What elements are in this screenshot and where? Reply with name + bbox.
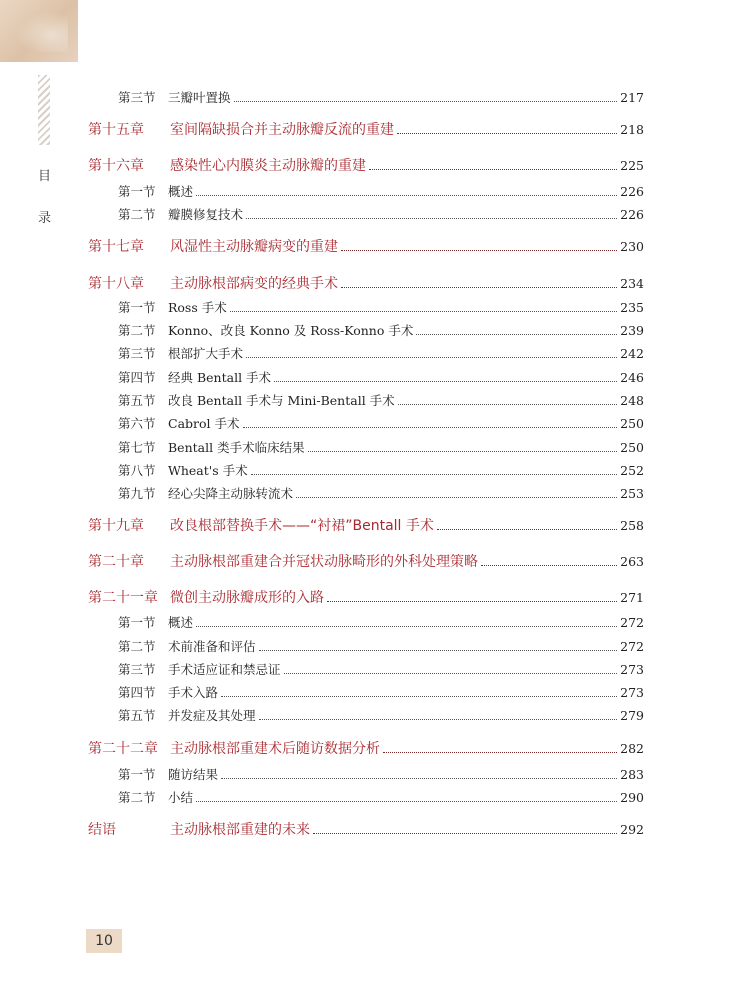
toc-section-entry[interactable] [118, 613, 644, 631]
page-number: 10 [86, 929, 122, 953]
entry-page: 226 [620, 184, 644, 199]
dot-leader [259, 649, 618, 651]
dot-leader [284, 672, 618, 674]
entry-title: 主动脉根部重建术后随访数据分析 [170, 741, 380, 757]
dot-leader [398, 403, 617, 405]
entry-number: 第十九章 [88, 518, 144, 534]
entry-title: 小结 [168, 790, 194, 805]
entry-title: 室间隔缺损合并主动脉瓣反流的重建 [170, 122, 394, 138]
entry-number: 第四节 [118, 370, 156, 385]
entry-number: 第二十一章 [88, 590, 158, 606]
entry-title: 主动脉根部重建的未来 [170, 822, 310, 838]
entry-title: 概述 [168, 615, 194, 630]
toc-section-entry[interactable] [118, 88, 644, 106]
entry-title: Wheat's 手术 [168, 463, 248, 478]
entry-number: 第一节 [118, 300, 156, 315]
toc-section-entry[interactable] [118, 788, 644, 806]
dot-leader [196, 800, 617, 802]
entry-page: 242 [620, 346, 644, 361]
toc-chapter-entry[interactable] [88, 273, 644, 293]
entry-title: 手术适应证和禁忌证 [168, 662, 281, 677]
dot-leader [416, 333, 617, 335]
entry-page: 279 [620, 708, 644, 723]
dot-leader [341, 249, 617, 251]
entry-number: 第二节 [118, 323, 156, 338]
toc-section-entry[interactable] [118, 205, 644, 223]
entry-title: Cabrol 手术 [168, 416, 240, 431]
entry-page: 225 [620, 158, 644, 173]
entry-title: 三瓣叶置换 [168, 90, 231, 105]
dot-leader [246, 217, 617, 219]
entry-title: Bentall 类手术临床结果 [168, 440, 305, 455]
toc-section-entry[interactable] [118, 461, 644, 479]
entry-number: 第二十章 [88, 554, 144, 570]
dot-leader [234, 100, 618, 102]
dot-leader [383, 751, 617, 753]
entry-title: 改良根部替换手术——“衬裙”Bentall 手术 [170, 518, 434, 534]
entry-title: 感染性心内膜炎主动脉瓣的重建 [170, 158, 366, 174]
entry-page: 246 [620, 370, 644, 385]
entry-title: 微创主动脉瓣成形的入路 [170, 590, 324, 606]
entry-number: 第四节 [118, 685, 156, 700]
entry-page: 258 [620, 518, 644, 533]
entry-page: 290 [620, 790, 644, 805]
entry-number: 结语 [88, 822, 116, 838]
side-label-char-1: 目 [38, 169, 52, 184]
entry-page: 250 [620, 416, 644, 431]
entry-number: 第一节 [118, 184, 156, 199]
entry-title: 瓣膜修复技术 [168, 207, 244, 222]
dot-leader [437, 528, 617, 530]
dot-leader [369, 168, 617, 170]
dot-leader [397, 132, 617, 134]
toc-chapter-entry[interactable] [88, 551, 644, 571]
dot-leader [308, 450, 618, 452]
toc-chapter-entry[interactable] [88, 236, 644, 256]
entry-title: 根部扩大手术 [168, 346, 244, 361]
entry-title: Ross 手术 [168, 300, 227, 315]
entry-number: 第十七章 [88, 239, 144, 255]
toc-section-entry[interactable] [118, 683, 644, 701]
entry-title: 改良 Bentall 手术与 Mini-Bentall 手术 [168, 393, 395, 408]
dot-leader [274, 380, 617, 382]
entry-title: 手术入路 [168, 685, 219, 700]
toc-chapter-entry[interactable] [88, 515, 644, 535]
toc-chapter-entry[interactable] [88, 155, 644, 175]
dot-leader [243, 426, 618, 428]
entry-title: 经典 Bentall 手术 [168, 370, 272, 385]
entry-page: 273 [620, 685, 644, 700]
entry-number: 第二节 [118, 207, 156, 222]
entry-page: 234 [620, 276, 644, 291]
entry-page: 253 [620, 486, 644, 501]
toc-chapter-entry[interactable] [88, 587, 644, 607]
entry-number: 第三节 [118, 662, 156, 677]
entry-number: 第五节 [118, 393, 156, 408]
dot-leader [481, 564, 617, 566]
entry-title: 并发症及其处理 [168, 708, 256, 723]
entry-title: 风湿性主动脉瓣病变的重建 [170, 239, 338, 255]
toc-section-entry[interactable] [118, 706, 644, 724]
entry-number: 第五节 [118, 708, 156, 723]
dot-leader [296, 496, 617, 498]
toc-section-entry[interactable] [118, 344, 644, 362]
entry-page: 235 [620, 300, 644, 315]
toc-section-entry[interactable] [118, 484, 644, 502]
entry-number: 第三节 [118, 90, 156, 105]
toc-section-entry[interactable] [118, 298, 644, 316]
dot-leader [259, 718, 618, 720]
entry-page: 230 [620, 239, 644, 254]
entry-number: 第十六章 [88, 158, 144, 174]
entry-page: 239 [620, 323, 644, 338]
dot-leader [327, 600, 617, 602]
toc-section-entry[interactable] [118, 391, 644, 409]
entry-number: 第九节 [118, 486, 156, 501]
entry-number: 第七节 [118, 440, 156, 455]
entry-page: 218 [620, 122, 644, 137]
entry-page: 283 [620, 767, 644, 782]
toc-section-entry[interactable] [118, 765, 644, 783]
dot-leader [221, 695, 617, 697]
entry-page: 292 [620, 822, 644, 837]
dot-leader [221, 777, 617, 779]
entry-title: 随访结果 [168, 767, 219, 782]
entry-title: 经心尖降主动脉转流术 [168, 486, 294, 501]
dot-leader [251, 473, 618, 475]
entry-number: 第十五章 [88, 122, 144, 138]
entry-page: 250 [620, 440, 644, 455]
toc-section-entry[interactable] [118, 414, 644, 432]
entry-number: 第三节 [118, 346, 156, 361]
entry-number: 第一节 [118, 615, 156, 630]
entry-page: 217 [620, 90, 644, 105]
entry-page: 271 [620, 590, 644, 605]
toc-chapter-entry[interactable] [88, 119, 644, 139]
entry-page: 226 [620, 207, 644, 222]
entry-number: 第八节 [118, 463, 156, 478]
entry-page: 248 [620, 393, 644, 408]
toc-section-entry[interactable] [118, 368, 644, 386]
entry-title: 主动脉根部病变的经典手术 [170, 276, 338, 292]
toc-chapter-entry[interactable] [88, 819, 644, 839]
entry-number: 第一节 [118, 767, 156, 782]
entry-number: 第二节 [118, 790, 156, 805]
entry-number: 第二节 [118, 639, 156, 654]
dot-leader [230, 310, 617, 312]
entry-title: 术前准备和评估 [168, 639, 256, 654]
entry-page: 272 [620, 615, 644, 630]
entry-title: Konno、改良 Konno 及 Ross-Konno 手术 [168, 323, 414, 338]
toc-section-entry[interactable] [118, 321, 644, 339]
toc-section-entry[interactable] [118, 438, 644, 456]
toc-section-entry[interactable] [118, 637, 644, 655]
entry-number: 第十八章 [88, 276, 144, 292]
toc-section-entry[interactable] [118, 660, 644, 678]
entry-number: 第二十二章 [88, 741, 158, 757]
entry-page: 252 [620, 463, 644, 478]
toc-chapter-entry[interactable] [88, 738, 644, 758]
entry-title: 概述 [168, 184, 194, 199]
dot-leader [196, 625, 617, 627]
dot-leader [341, 286, 617, 288]
entry-page: 263 [620, 554, 644, 569]
toc-section-entry[interactable] [118, 182, 644, 200]
dot-leader [196, 194, 617, 196]
entry-page: 273 [620, 662, 644, 677]
entry-number: 第六节 [118, 416, 156, 431]
entry-page: 272 [620, 639, 644, 654]
entry-page: 282 [620, 741, 644, 756]
side-label-char-2: 录 [38, 211, 52, 226]
dot-leader [246, 356, 617, 358]
dot-leader [313, 832, 617, 834]
entry-title: 主动脉根部重建合并冠状动脉畸形的外科处理策略 [170, 554, 478, 570]
